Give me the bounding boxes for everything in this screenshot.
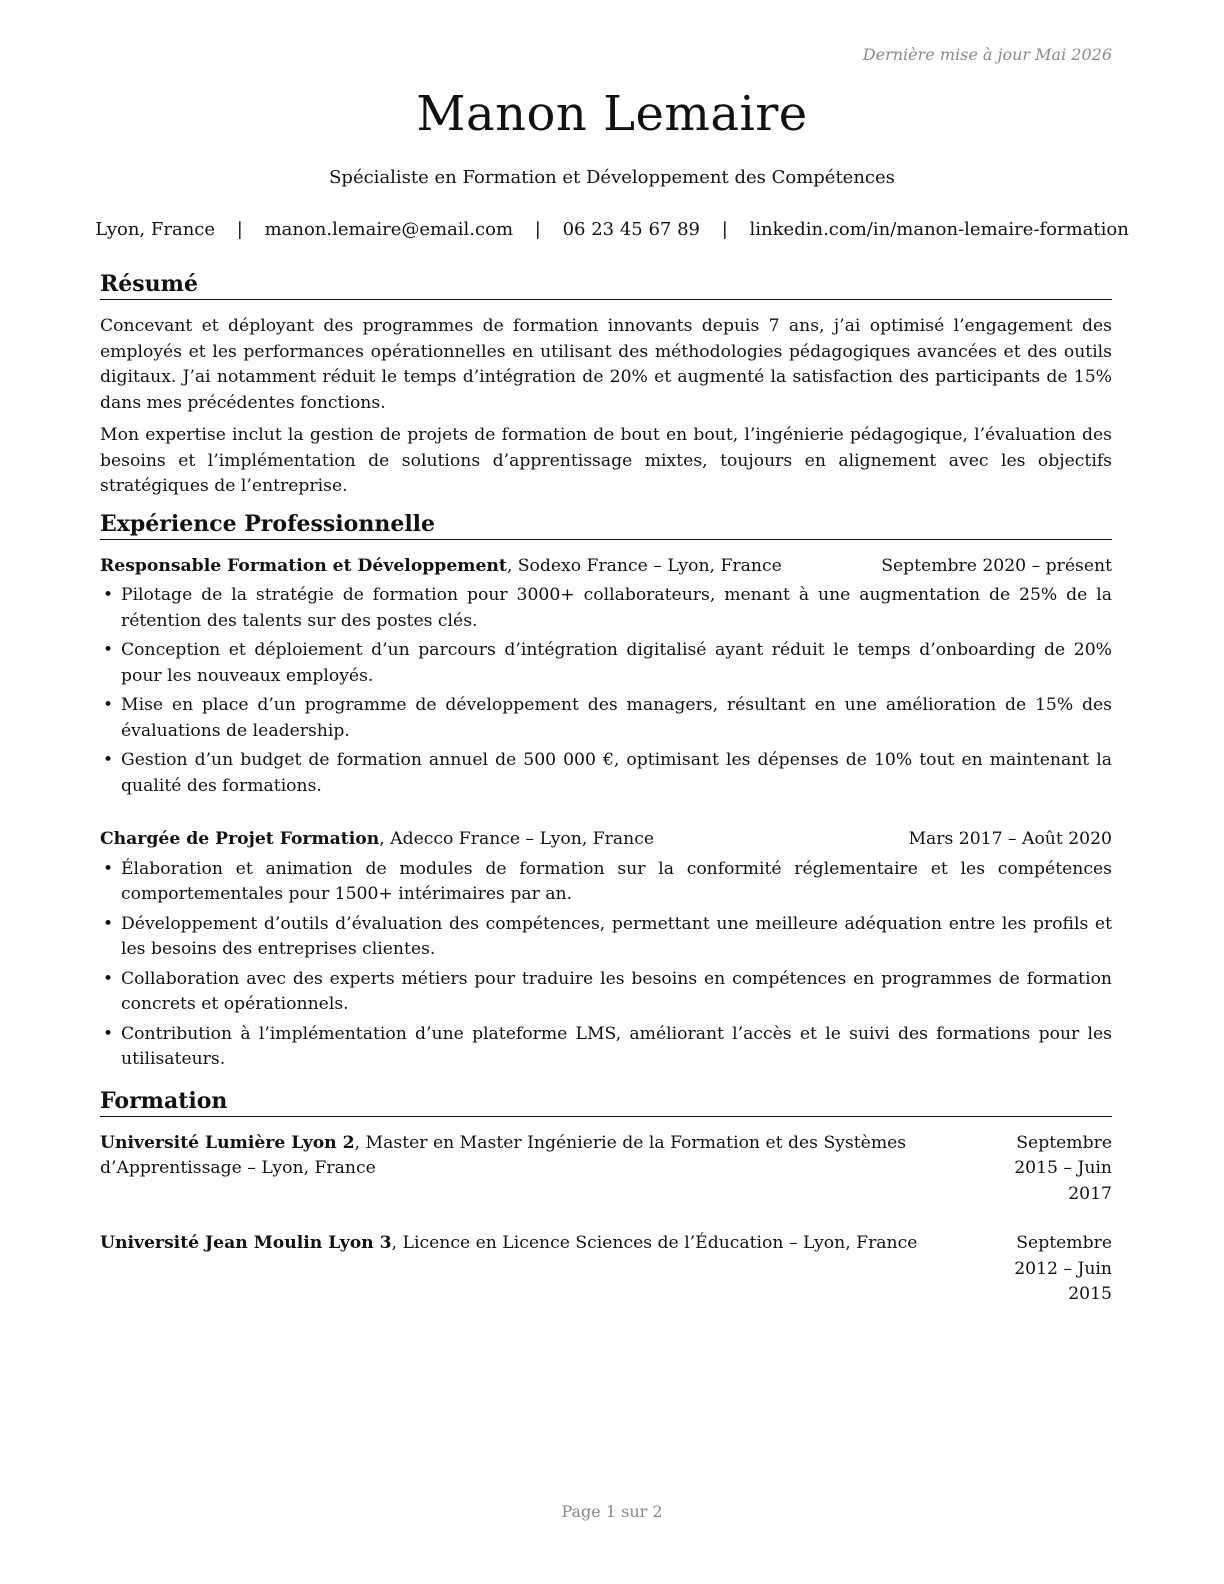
candidate-name: Manon Lemaire: [416, 86, 808, 142]
job-bullet: • Développement d’outils d’évaluation des compétences, permettant une meilleure adéquation entre les profils et les besoins des entreprises clientes.: [100, 912, 1112, 963]
job-company: , Sodexo France – Lyon, France: [506, 555, 782, 576]
resume-content: [100, 270, 1112, 1308]
section-title-education: Formation: [100, 1087, 1112, 1117]
contact-email[interactable]: manon.lemaire@email.com: [264, 219, 514, 240]
last-updated: Dernière mise à jour Mai 2026: [862, 45, 1112, 64]
contact-separator: |: [721, 219, 728, 240]
contact-line: [0, 219, 1224, 240]
education-detail: , Master en Master Ingénierie de la Formation et des Systèmes d’Apprentissage – Lyon, France: [100, 1132, 907, 1178]
contact-separator: |: [236, 219, 243, 240]
job-role-company: [100, 554, 782, 580]
job-bullet: • Conception et déploiement d’un parcours d’intégration digitalisé ayant réduit le temps d’onboarding de 20% pour les nouveaux employés.: [100, 638, 1112, 689]
education-section: [100, 1087, 1112, 1308]
candidate-title: Spécialiste en Formation et Développement des Compétences: [329, 167, 895, 188]
job-bullets: [100, 857, 1112, 1073]
page-number: Page 1 sur 2: [561, 1502, 663, 1521]
education-entry: [100, 1231, 1112, 1308]
section-title-experience: Expérience Professionnelle: [100, 510, 1112, 540]
job-dates: Septembre 2020 – présent: [881, 555, 1112, 576]
summary-paragraph: Concevant et déployant des programmes de formation innovants depuis 7 ans, j’ai optimisé l’engagement des employés et les performances opérationnelles en utilisant des méthodologies pédagogiques avancées et des outils digitaux. J’ai notamment réduit le temps d’intégration de 20% et augmenté la satisfaction des participants de 15% dans mes précédentes fonctions.: [100, 316, 1112, 413]
education-dates: Septembre 2012 – Juin 2015: [1014, 1233, 1112, 1304]
contact-linkedin[interactable]: linkedin.com/in/manon-lemaire-formation: [749, 219, 1129, 240]
job-entry: [100, 827, 1112, 1073]
job-header: [100, 554, 1112, 580]
section-title-summary: Résumé: [100, 270, 1112, 300]
job-bullet: • Pilotage de la stratégie de formation pour 3000+ collaborateurs, menant à une augmentation de 25% de la rétention des talents sur des postes clés.: [100, 583, 1112, 634]
job-bullet: • Mise en place d’un programme de développement des managers, résultant en une amélioration de 15% des évaluations de leadership.: [100, 693, 1112, 744]
education-entry: [100, 1131, 1112, 1208]
job-bullet: • Collaboration avec des experts métiers pour traduire les besoins en compétences en programmes de formation concrets et opérationnels.: [100, 967, 1112, 1018]
job-bullet: • Élaboration et animation de modules de formation sur la conformité réglementaire et les compétences comportementales pour 1500+ intérimaires par an.: [100, 857, 1112, 908]
job-bullet: • Gestion d’un budget de formation annuel de 500 000 €, optimisant les dépenses de 10% tout en maintenant la qualité des formations.: [100, 748, 1112, 799]
job-role: Responsable Formation et Développement: [100, 555, 507, 576]
job-header: [100, 827, 1112, 853]
job-bullet: • Contribution à l’implémentation d’une plateforme LMS, améliorant l’accès et le suivi des formations pour les utilisateurs.: [100, 1022, 1112, 1073]
experience-section: [100, 510, 1112, 1073]
job-dates: Mars 2017 – Août 2020: [908, 829, 1112, 849]
education-school-detail: [100, 1131, 980, 1208]
education-dates: Septembre 2015 – Juin 2017: [1014, 1132, 1112, 1204]
education-detail: , Licence en Licence Sciences de l’Éducation – Lyon, France: [391, 1233, 918, 1253]
education-school: Université Jean Moulin Lyon 3: [100, 1233, 392, 1253]
contact-separator: |: [534, 219, 541, 240]
job-company: , Adecco France – Lyon, France: [379, 829, 655, 849]
education-school-detail: [100, 1231, 980, 1308]
job-role: Chargée de Projet Formation: [100, 829, 380, 849]
education-school: Université Lumière Lyon 2: [100, 1132, 355, 1153]
job-bullets: [100, 583, 1112, 799]
summary-paragraph: Mon expertise inclut la gestion de projets de formation de bout en bout, l’ingénierie pédagogique, l’évaluation des besoins et l’implémentation de solutions d’apprentissage mixtes, toujours en alignement avec les objectifs stratégiques de l’entreprise.: [100, 425, 1112, 496]
contact-phone[interactable]: 06 23 45 67 89: [562, 219, 700, 240]
contact-location: Lyon, France: [95, 219, 216, 240]
summary-section: [100, 270, 1112, 500]
job-entry: [100, 554, 1112, 800]
job-role-company: [100, 827, 654, 853]
